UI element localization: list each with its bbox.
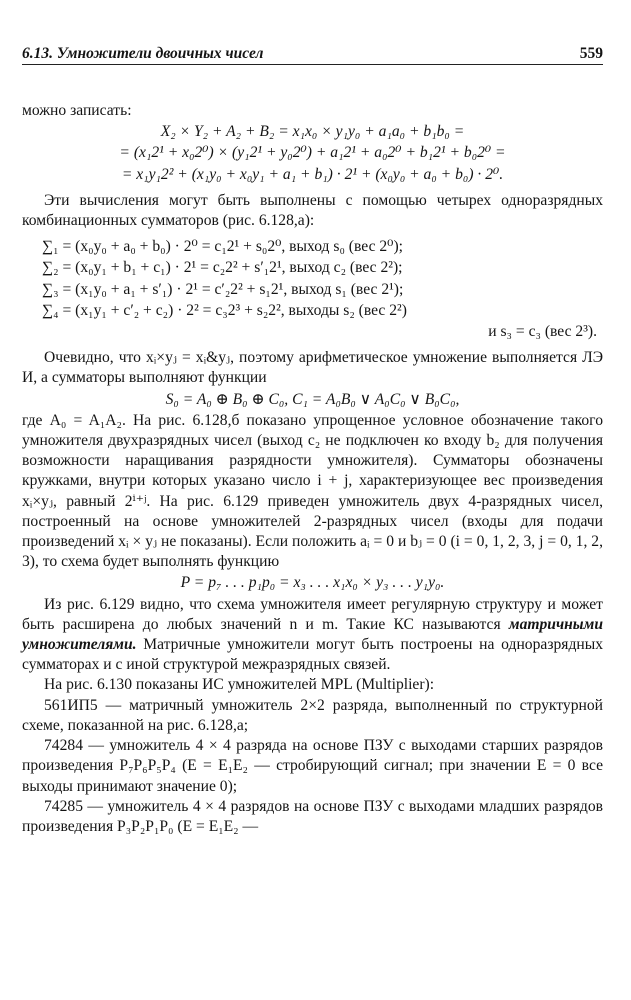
page-number: 559: [579, 45, 603, 62]
adder-equation: ∑₄ = (x₁y₁ + c′₂ + c₂) · 2² = c₃2³ + s₂2², выходы s₂ (вес 2²): [42, 301, 407, 319]
equation-line: S₀ = A₀ ⊕ B₀ ⊕ C₀, C₁ = A₀B₀ ∨ A₀C₀ ∨ B₀C₀,: [165, 390, 460, 408]
adder-equation: ∑₁ = (x₀y₀ + a₀ + b₀) · 2⁰ = c₁2¹ + s₀2⁰, выход s₀ (вес 2⁰);: [42, 238, 403, 256]
section-title: 6.13. Умножители двоичных чисел: [22, 45, 264, 62]
paragraph: Эти вычисления могут быть выполнены с помощью четырех одноразрядных комбинационных сумматоров (рис. 6.128,а):: [22, 191, 603, 230]
equation-line: = (x₁2¹ + x₀2⁰) × (y₁2¹ + y₀2⁰) + a₁2¹ + a₀2⁰ + b₁2¹ + b₀2⁰ =: [119, 144, 506, 162]
equation-line: P = p₇ . . . p₁p₀ = x₃ . . . x₁x₀ × y₃ . . . y₁y₀.: [180, 574, 445, 592]
adder-equation-continuation: и s₃ = c₃ (вес 2³).: [488, 323, 597, 341]
adder-equation: ∑₂ = (x₀y₁ + b₁ + c₁) · 2¹ = c₂2² + s′₁2¹, выход c₂ (вес 2²);: [42, 259, 403, 277]
paragraph: 74284 — умножитель 4 × 4 разряда на основе ПЗУ с выходами старших разрядов произведения P₇P₆P₅P₄ (E = E₁E₂ — стробирующий сигнал; при значении E = 0 все выходы принимают значение 0);: [22, 737, 603, 795]
paragraph: Очевидно, что xᵢ×yⱼ = xᵢ&yⱼ, поэтому арифметическое умножение выполняется ЛЭ И, а сумматоры выполняют функции: [22, 349, 603, 387]
paragraph: На рис. 6.130 показаны ИС умножителей MPL (Multiplier):: [44, 676, 435, 694]
equation-line: X₂ × Y₂ + A₂ + B₂ = x₁x₀ × y₁y₀ + a₁a₀ + b₁b₀ =: [160, 123, 465, 141]
paragraph: 561ИП5 — матричный умножитель 2×2 разряда, выполненный по структурной схеме, показанной на рис. 6.128,а;: [22, 696, 603, 734]
page-body: [22, 101, 603, 837]
running-header: [22, 38, 603, 65]
adder-equation: ∑₃ = (x₁y₀ + a₁ + s′₁) · 2¹ = c′₂2² + s₁2¹, выход s₁ (вес 2¹);: [42, 280, 404, 298]
emphasized-term: матричными умножителями.: [22, 615, 603, 654]
paragraph: 74285 — умножитель 4 × 4 разрядов на основе ПЗУ с выходами младших разрядов произведения P₃P₂P₁P₀ (E = E₁E₂ —: [22, 797, 603, 835]
paragraph-text: Из рис. 6.129 видно, что схема умножителя имеет регулярную структуру и может быть расширена до любых значений n и m. Такие КС называются: [22, 595, 603, 633]
paragraph-text: Матричные умножители могут быть построены на одноразрядных сумматорах и с иной структурой межразрядных связей.: [22, 636, 603, 674]
paragraph: [22, 595, 603, 676]
equation-line: = x₁y₁2² + (x₁y₀ + x₀y₁ + a₁ + b₁) · 2¹ + (x₀y₀ + a₀ + b₀) · 2⁰.: [121, 165, 504, 183]
paragraph: где A₀ = A₁A₂. На рис. 6.128,б показано упрощенное условное обозначение такого умножителя двухразрядных чисел (выход c₂ не подключен ко входу b₂ для получения возможности наращивания разрядности умножителя). Сумматоры обозначены кружками, внутри которых указано число i + j, характеризующее вес произведения xᵢ×yⱼ, равный 2ⁱ⁺ʲ. На рис. 6.129 приведен умножитель двух 4-разрядных чисел, построенный на основе умножителей 2-разрядных чисел (входы для подачи произведений xᵢ × yⱼ не показаны). Если положить aᵢ = 0 и bⱼ = 0 (i = 0, 1, 2, 3, j = 0, 1, 2, 3), то схема будет выполнять функцию: [22, 411, 603, 571]
intro-line: можно записать:: [22, 102, 132, 119]
